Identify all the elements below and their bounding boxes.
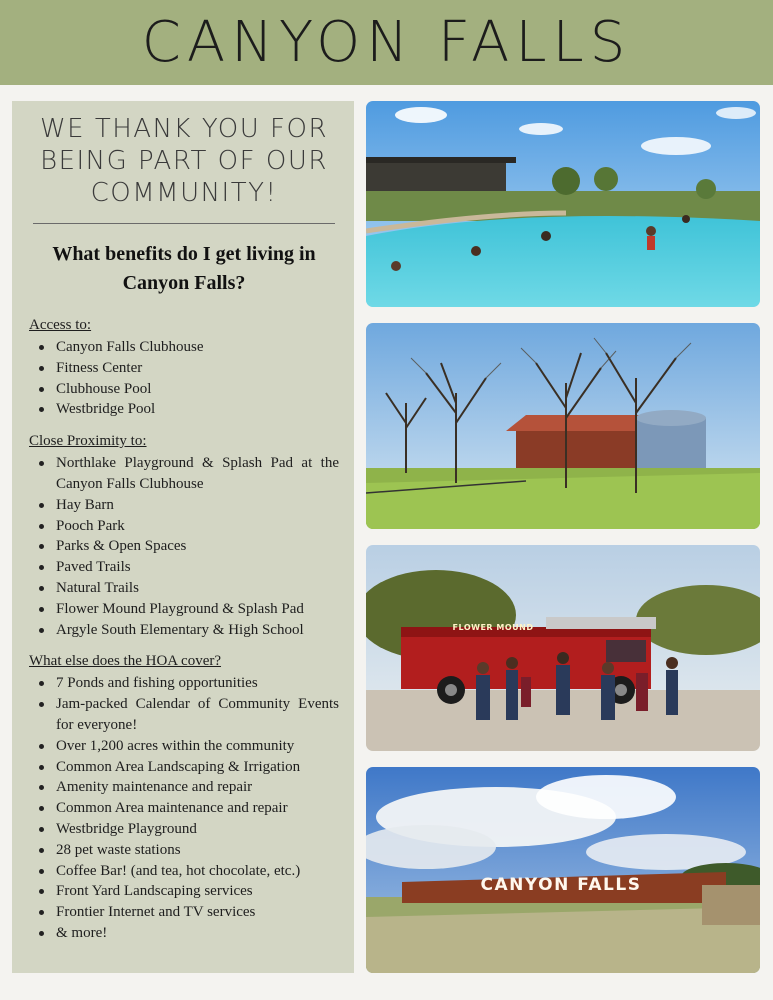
list-item: Fitness Center [56, 358, 339, 379]
benefits-question: What benefits do I get living in Canyon Falls? [52, 243, 316, 294]
list-item: Canyon Falls Clubhouse [56, 337, 339, 358]
list-item: Coffee Bar! (and tea, hot chocolate, etc.) [56, 861, 339, 882]
hoa-list [29, 673, 339, 943]
list-item: Over 1,200 acres within the community [56, 736, 339, 757]
list-item: Front Yard Landscaping services [56, 881, 339, 902]
list-item: Clubhouse Pool [56, 379, 339, 400]
page-title: CANYON FALLS [141, 10, 632, 75]
list-item: & more! [56, 923, 339, 944]
header-banner [0, 0, 773, 85]
proximity-list [29, 453, 339, 640]
benefits-panel [12, 101, 354, 973]
list-item: Westbridge Pool [56, 399, 339, 420]
list-item: Jam-packed Calendar of Community Events for everyone! [56, 694, 339, 736]
fire-truck-photo [366, 545, 760, 751]
pool-photo [366, 101, 760, 307]
list-item: Common Area maintenance and repair [56, 798, 339, 819]
list-item: Amenity maintenance and repair [56, 777, 339, 798]
list-item: 7 Ponds and fishing opportunities [56, 673, 339, 694]
list-item: Hay Barn [56, 495, 339, 516]
list-item: Flower Mound Playground & Splash Pad [56, 599, 339, 620]
list-item: Argyle South Elementary & High School [56, 620, 339, 641]
section-title: What else does the HOA cover? [29, 653, 222, 670]
entrance-sign-photo [366, 767, 760, 973]
list-item: Pooch Park [56, 516, 339, 537]
list-item: 28 pet waste stations [56, 840, 339, 861]
section-proximity [29, 432, 339, 640]
section-access [29, 316, 339, 420]
hay-barn-photo [366, 323, 760, 529]
thank-you-heading: WE THANK YOU FOR BEING PART OF OUR COMMUNITY! [39, 114, 329, 208]
list-item: Frontier Internet and TV services [56, 902, 339, 923]
list-item: Parks & Open Spaces [56, 536, 339, 557]
access-list [29, 337, 339, 420]
list-item: Common Area Landscaping & Irrigation [56, 757, 339, 778]
sign-label: CANYON FALLS [480, 875, 642, 895]
section-hoa [29, 652, 339, 943]
section-title: Access to: [29, 317, 92, 333]
truck-label: FLOWER MOUND [452, 623, 534, 632]
divider [33, 223, 335, 224]
section-title: Close Proximity to: [29, 433, 147, 450]
list-item: Natural Trails [56, 578, 339, 599]
list-item: Northlake Playground & Splash Pad at the Canyon Falls Clubhouse [56, 453, 339, 495]
list-item: Paved Trails [56, 557, 339, 578]
list-item: Westbridge Playground [56, 819, 339, 840]
